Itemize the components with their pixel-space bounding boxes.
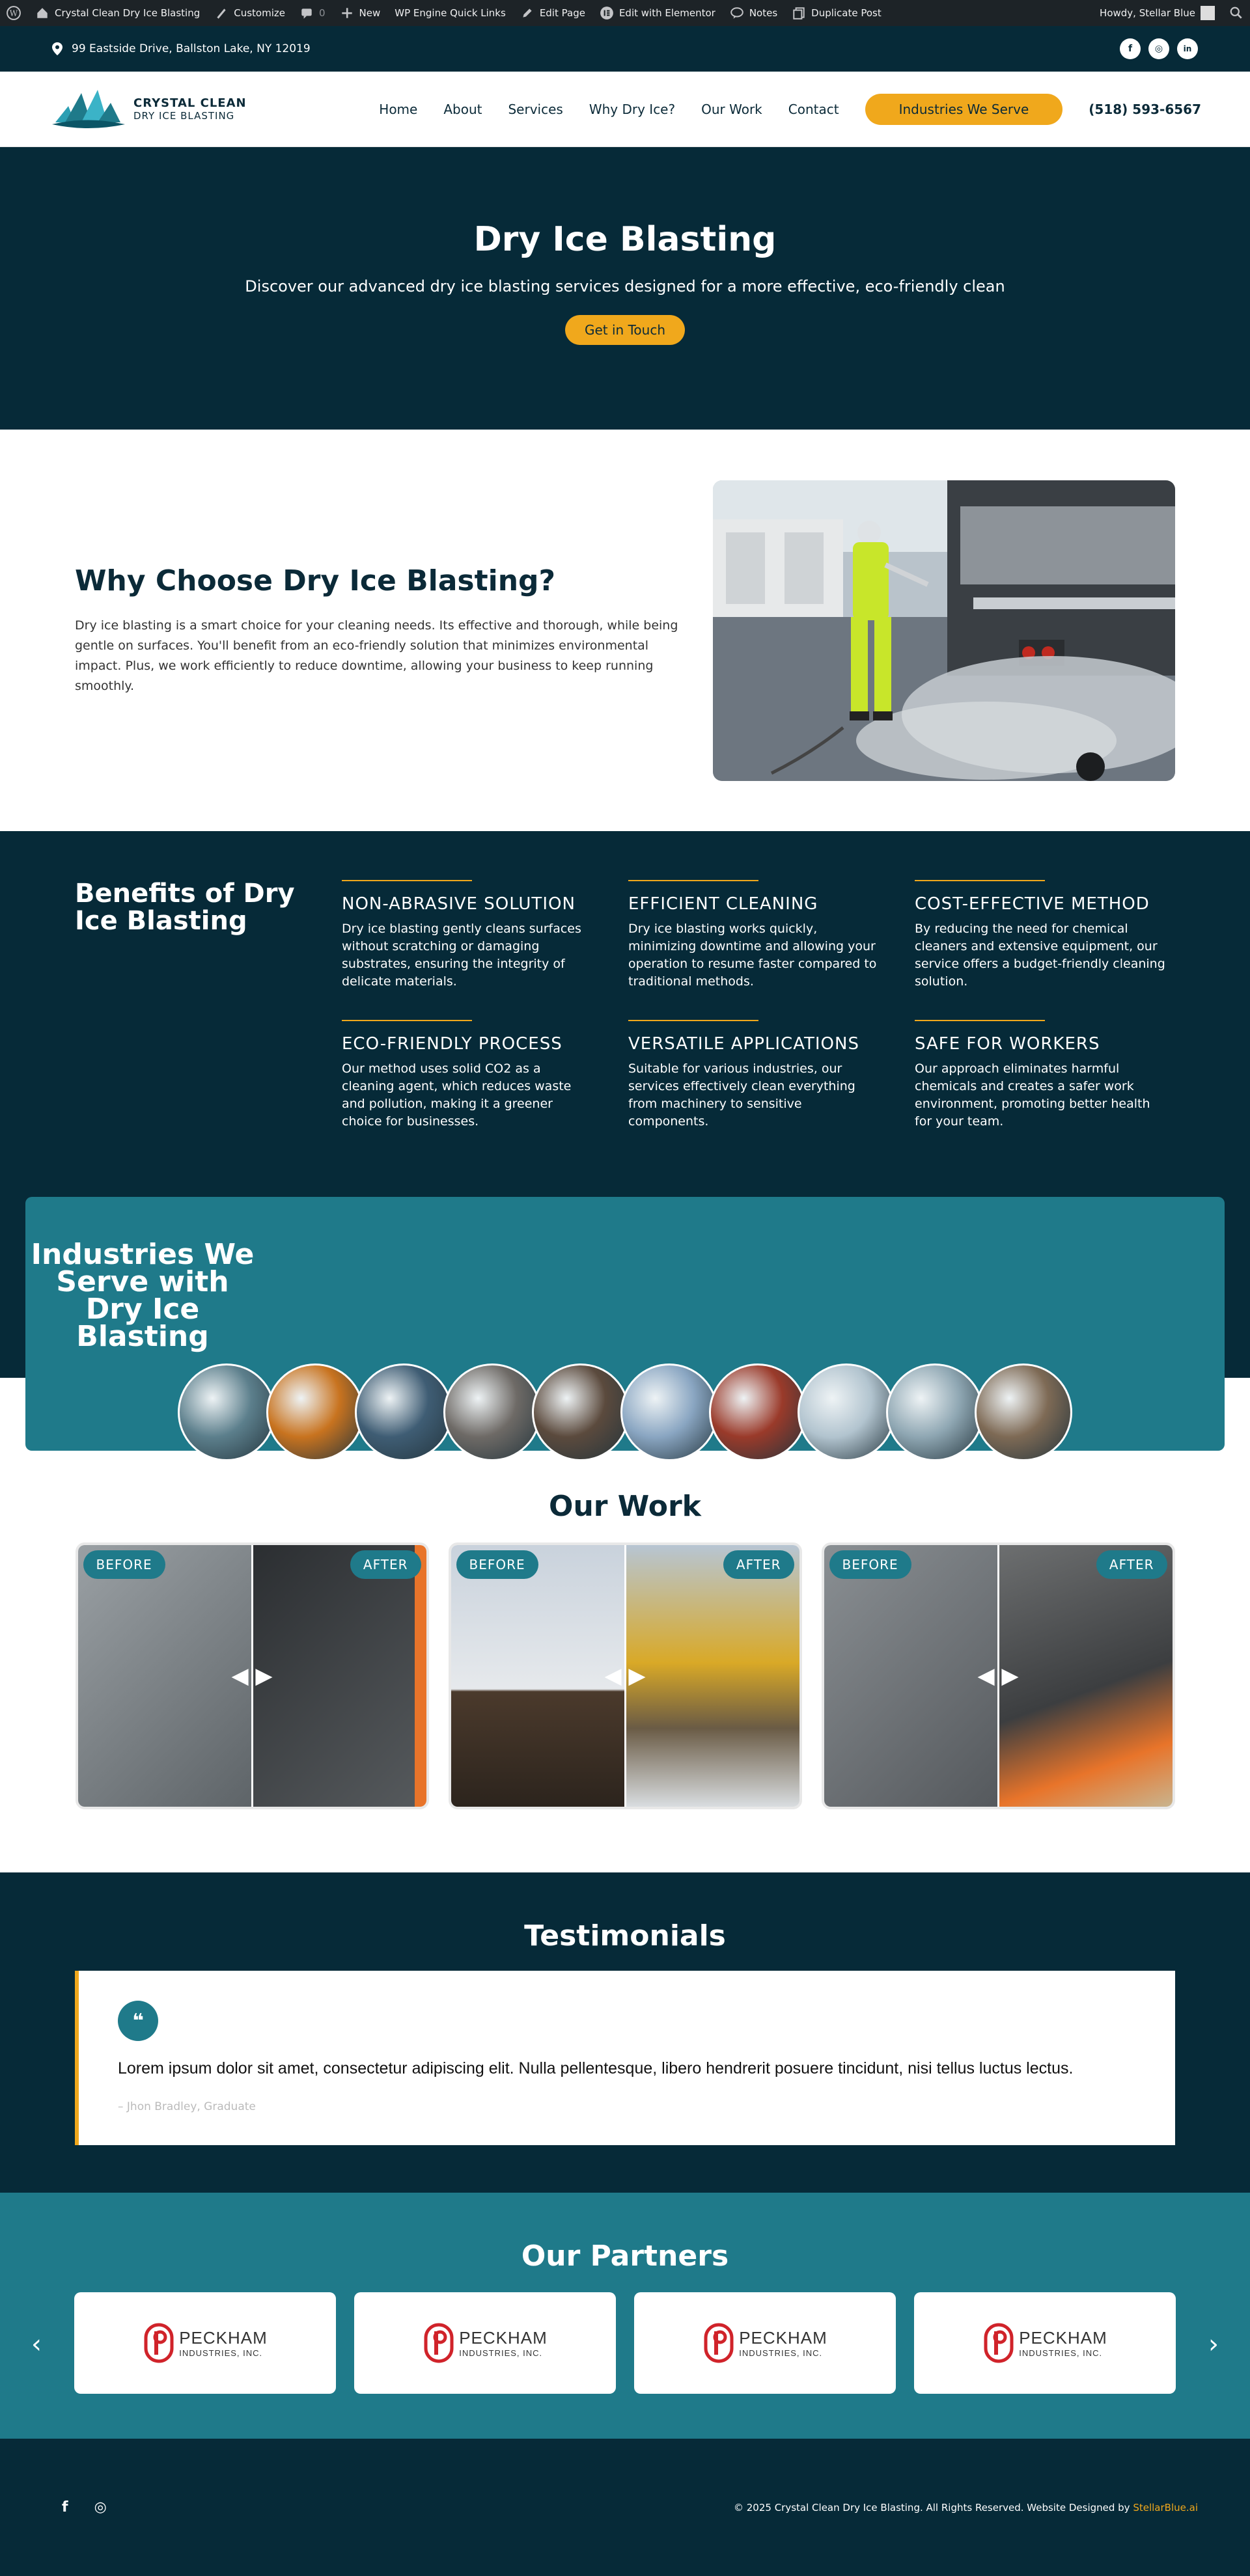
industry-circle[interactable] <box>266 1363 364 1461</box>
nav-services[interactable]: Services <box>508 101 563 117</box>
wordpress-icon <box>7 6 21 20</box>
svg-text:W: W <box>9 8 18 18</box>
new-content-label: New <box>359 7 381 19</box>
admin-bar-right <box>1100 6 1243 20</box>
home-icon <box>35 6 49 20</box>
benefits-section <box>0 831 1250 1378</box>
hero-section <box>0 147 1250 430</box>
slider-handle-icon[interactable]: ◀ ▶ <box>231 1663 273 1689</box>
industry-circle[interactable] <box>798 1363 895 1461</box>
testimonials-title: Testimonials <box>524 1919 726 1953</box>
benefit-text: Dry ice blasting gently cleans surfaces without scratching or damaging substrates, ensuring the integrity of delicate materials. <box>342 922 581 989</box>
brush-icon <box>214 6 229 20</box>
benefit-rule <box>342 1020 472 1021</box>
notes-icon <box>730 6 744 20</box>
site-logo[interactable] <box>52 87 247 132</box>
benefit-text: By reducing the need for chemical cleaners and extensive equipment, our service offers a budget-friendly cleaning solution. <box>915 922 1165 989</box>
after-tag: AFTER <box>723 1550 794 1579</box>
facebook-icon[interactable]: f <box>1120 38 1141 59</box>
logo-line1: CRYSTAL CLEAN <box>133 96 247 110</box>
why-section <box>0 430 1250 831</box>
before-photo <box>451 1545 626 1807</box>
industry-circle[interactable] <box>620 1363 718 1461</box>
partner-name: PECKHAM <box>739 2328 827 2348</box>
industries-title: Industries We Serve with Dry Ice Blasting <box>31 1238 255 1353</box>
benefit-title: SAFE FOR WORKERS <box>915 1034 1100 1054</box>
notes-label: Notes <box>749 7 778 19</box>
industry-circle[interactable] <box>443 1363 541 1461</box>
address-text: 99 Eastside Drive, Ballston Lake, NY 12019 <box>72 42 311 55</box>
carousel-prev-icon[interactable]: ‹ <box>31 2329 42 2359</box>
testimonial-card <box>75 1971 1175 2145</box>
partner-logo[interactable] <box>354 2292 616 2394</box>
nav-our-work[interactable]: Our Work <box>701 101 762 117</box>
comment-icon <box>299 6 314 20</box>
instagram-icon[interactable]: ◎ <box>94 2499 107 2515</box>
avatar <box>1201 6 1215 20</box>
slider-handle-icon[interactable]: ◀ ▶ <box>604 1663 646 1689</box>
partner-logo[interactable] <box>634 2292 896 2394</box>
crystal-logo-icon <box>52 87 127 132</box>
pencil-icon <box>520 6 535 20</box>
why-body: Dry ice blasting is a smart choice for your cleaning needs. Its effective and thorough, while being gentle on surfaces. You'll benefit from an eco-friendly solution that minimizes environmental impact. Plus, we work efficiently to reduce downtime, allowing your business to keep running smoothly. <box>75 618 678 693</box>
designer-link[interactable]: StellarBlue.ai <box>1133 2501 1198 2514</box>
get-in-touch-button[interactable]: Get in Touch <box>565 315 685 345</box>
facebook-icon[interactable]: f <box>62 2499 68 2515</box>
partners-title: Our Partners <box>521 2240 729 2273</box>
address <box>52 42 311 55</box>
benefit-rule <box>915 880 1045 881</box>
industry-circle[interactable] <box>355 1363 452 1461</box>
carousel-next-icon[interactable]: › <box>1208 2329 1219 2359</box>
worker-blasting-photo <box>713 480 1175 781</box>
comments-count: 0 <box>319 7 326 19</box>
benefits-grid <box>342 880 1169 1130</box>
hero-title: Dry Ice Blasting <box>473 220 777 259</box>
industry-circle[interactable] <box>975 1363 1072 1461</box>
before-after-slider[interactable] <box>76 1542 429 1809</box>
comments-link[interactable] <box>299 6 326 20</box>
notes-link[interactable] <box>730 6 777 20</box>
industry-circle[interactable] <box>709 1363 807 1461</box>
wp-engine-label: WP Engine Quick Links <box>395 7 506 19</box>
benefits-title: Benefits of Dry Ice Blasting <box>75 879 295 936</box>
before-tag: BEFORE <box>829 1550 911 1579</box>
partner-sub: INDUSTRIES, INC. <box>1019 2348 1103 2358</box>
before-tag: BEFORE <box>456 1550 538 1579</box>
instagram-icon[interactable]: ◎ <box>1148 38 1169 59</box>
peckham-logo-icon <box>423 2322 455 2364</box>
industries-we-serve-button[interactable]: Industries We Serve <box>865 94 1063 125</box>
industry-circle[interactable] <box>532 1363 630 1461</box>
copyright-text: © 2025 Crystal Clean Dry Ice Blasting. All Rights Reserved. Website Designed by <box>734 2501 1130 2514</box>
new-content-link[interactable] <box>340 6 381 20</box>
top-info-bar <box>0 26 1250 72</box>
before-tag: BEFORE <box>83 1550 165 1579</box>
slider-handle-icon[interactable]: ◀ ▶ <box>977 1663 1019 1689</box>
partner-name: PECKHAM <box>179 2328 268 2348</box>
benefit-text: Our method uses solid CO2 as a cleaning agent, which reduces waste and pollution, making it a greener choice for businesses. <box>342 1062 572 1129</box>
benefit-title: VERSATILE APPLICATIONS <box>628 1034 859 1054</box>
partner-logos <box>0 2292 1250 2394</box>
hero-subtitle: Discover our advanced dry ice blasting services designed for a more effective, eco-friendly clean <box>245 277 1005 295</box>
peckham-logo-icon <box>982 2322 1015 2364</box>
benefit-item <box>628 880 882 991</box>
partner-name: PECKHAM <box>1019 2328 1107 2348</box>
elementor-icon <box>600 6 614 20</box>
nav-about[interactable]: About <box>443 101 482 117</box>
duplicate-icon <box>792 6 806 20</box>
peckham-logo-icon <box>143 2322 175 2364</box>
benefit-rule <box>342 880 472 881</box>
before-photo <box>78 1545 253 1807</box>
benefit-rule <box>628 880 758 881</box>
benefit-item <box>628 1020 882 1130</box>
site-name-link[interactable] <box>35 6 200 20</box>
location-pin-icon <box>52 42 62 55</box>
partner-sub: INDUSTRIES, INC. <box>739 2348 823 2358</box>
phone-link[interactable]: (518) 593-6567 <box>1089 101 1201 117</box>
benefit-text: Dry ice blasting works quickly, minimizing downtime and allowing your operation to resume faster compared to traditional methods. <box>628 922 877 989</box>
partner-name: PECKHAM <box>459 2328 548 2348</box>
customize-link[interactable] <box>214 6 285 20</box>
testimonial-quote: Lorem ipsum dolor sit amet, consectetur adipiscing elit. Nulla pellentesque, libero hendrerit posuere tincidunt, nisi tellus luctus lectus. <box>118 2059 1074 2077</box>
benefit-text: Suitable for various industries, our services effectively clean everything from machinery to sensitive components. <box>628 1062 855 1129</box>
benefit-item <box>915 1020 1169 1130</box>
partner-logo[interactable] <box>74 2292 336 2394</box>
partner-sub: INDUSTRIES, INC. <box>459 2348 543 2358</box>
site-header <box>0 72 1250 147</box>
testimonial-author: – Jhon Bradley, Graduate <box>118 2100 256 2113</box>
industry-circle[interactable] <box>886 1363 984 1461</box>
industries-section <box>25 1197 1225 1451</box>
after-photo <box>252 1545 426 1807</box>
benefit-title: COST-EFFECTIVE METHOD <box>915 894 1150 914</box>
benefit-rule <box>628 1020 758 1021</box>
linkedin-icon[interactable]: in <box>1177 38 1198 59</box>
after-tag: AFTER <box>350 1550 421 1579</box>
benefit-item <box>342 880 596 991</box>
logo-line2: DRY ICE BLASTING <box>133 110 235 122</box>
partner-sub: INDUSTRIES, INC. <box>179 2348 263 2358</box>
testimonials-section <box>0 1872 1250 2193</box>
partners-section <box>0 2193 1250 2439</box>
benefit-title: EFFICIENT CLEANING <box>628 894 818 914</box>
partner-logo[interactable] <box>914 2292 1176 2394</box>
duplicate-post-link[interactable] <box>792 6 882 20</box>
copyright <box>734 2502 1198 2514</box>
benefit-rule <box>915 1020 1045 1021</box>
top-socials <box>1120 38 1198 59</box>
before-after-slider[interactable] <box>822 1542 1175 1809</box>
benefit-title: ECO-FRIENDLY PROCESS <box>342 1034 562 1054</box>
benefit-title: NON-ABRASIVE SOLUTION <box>342 894 576 914</box>
site-footer <box>0 2439 1250 2576</box>
before-after-grid <box>0 1542 1250 1809</box>
before-after-slider[interactable] <box>449 1542 802 1809</box>
industry-circle[interactable] <box>178 1363 275 1461</box>
edit-page-link[interactable] <box>520 6 585 20</box>
after-photo <box>625 1545 799 1807</box>
my-account-link[interactable] <box>1100 6 1215 20</box>
industry-circles <box>25 1363 1225 1461</box>
plus-icon <box>340 6 354 20</box>
nav-home[interactable]: Home <box>379 101 418 117</box>
howdy-label: Howdy, Stellar Blue <box>1100 7 1195 19</box>
admin-bar-left <box>7 6 882 20</box>
edit-elementor-link[interactable] <box>600 6 715 20</box>
benefit-item <box>342 1020 596 1130</box>
footer-socials <box>62 2499 107 2515</box>
benefit-text: Our approach eliminates harmful chemicals and creates a safer work environment, promoting better health for your team. <box>915 1062 1150 1129</box>
our-work-title: Our Work <box>549 1490 701 1523</box>
search-icon[interactable] <box>1229 6 1243 20</box>
after-photo <box>998 1545 1173 1807</box>
site-name-label: Crystal Clean Dry Ice Blasting <box>55 7 201 19</box>
quote-icon: ❝ <box>118 2001 158 2041</box>
wordpress-logo[interactable] <box>7 6 21 20</box>
peckham-logo-icon <box>702 2322 735 2364</box>
main-nav <box>379 94 1201 125</box>
why-title: Why Choose Dry Ice Blasting? <box>75 564 556 597</box>
edit-elementor-label: Edit with Elementor <box>618 7 715 19</box>
edit-page-label: Edit Page <box>539 7 585 19</box>
wp-engine-quick-links[interactable] <box>395 7 506 19</box>
nav-why-dry-ice[interactable]: Why Dry Ice? <box>589 101 676 117</box>
customize-label: Customize <box>234 7 285 19</box>
after-tag: AFTER <box>1096 1550 1167 1579</box>
nav-contact[interactable]: Contact <box>788 101 839 117</box>
duplicate-post-label: Duplicate Post <box>811 7 882 19</box>
before-photo <box>824 1545 999 1807</box>
wp-admin-bar <box>0 0 1250 26</box>
benefit-item <box>915 880 1169 991</box>
